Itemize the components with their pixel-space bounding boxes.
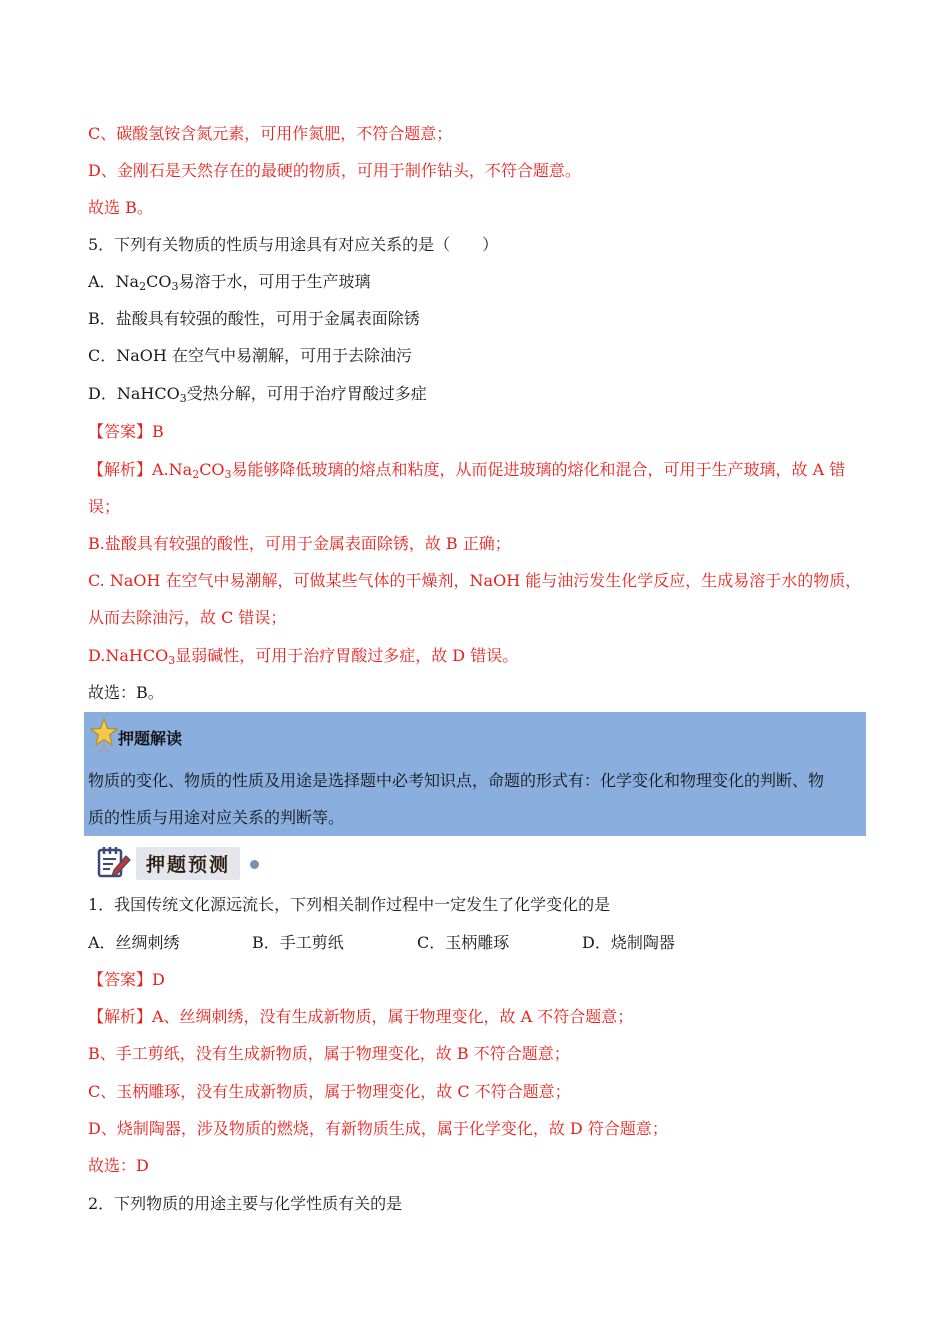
question-1-explanation-a: 【解析】A、丝绸刺绣，没有生成新物质，属于物理变化，故 A 不符合题意； <box>88 1007 634 1026</box>
question-5-option-d: D．NaHCO$_3$受热分解，可用于治疗胃酸过多症 <box>88 384 427 405</box>
question-1-option-d: D．烧制陶器 <box>582 933 675 952</box>
bullet-dot-icon <box>250 860 259 869</box>
interpretation-box <box>84 712 866 836</box>
question-1-option-b: B．手工剪纸 <box>252 933 344 952</box>
question-5-explanation-a: 【解析】$A.Na_2CO_3$易能够降低玻璃的熔点和粘度，从而促进玻璃的熔化和混合，可用于生产玻璃，故 A 错 <box>88 460 846 481</box>
prediction-label: 押题预测 <box>136 847 240 880</box>
question-5-option-c: C．NaOH 在空气中易潮解，可用于去除油污 <box>88 346 412 365</box>
question-5-explanation-a-wrap: 误； <box>88 497 121 516</box>
selection-line: 故选 B。 <box>88 198 153 217</box>
question-5-option-a: A．$Na_2CO_3$易溶于水，可用于生产玻璃 <box>88 272 371 293</box>
question-5-explanation-c-wrap: 从而去除油污，故 C 错误； <box>88 608 287 627</box>
question-5-explanation-d: D.NaHCO$_3$显弱碱性，可用于治疗胃酸过多症，故 D 错误。 <box>88 646 519 667</box>
question-1-answer: 【答案】D <box>88 970 165 989</box>
question-1-option-c: C．玉柄雕琢 <box>417 933 510 952</box>
question-1-explanation-b: B、手工剪纸，没有生成新物质，属于物理变化，故 B 不符合题意； <box>88 1044 570 1063</box>
question-5-stem: 5．下列有关物质的性质与用途具有对应关系的是（ ） <box>88 235 499 254</box>
interpretation-line-2: 质的性质与用途对应关系的判断等。 <box>88 808 345 827</box>
notepad-pencil-icon <box>96 844 132 880</box>
question-1-selection: 故选：D <box>88 1156 149 1175</box>
question-1-option-a: A．丝绸刺绣 <box>88 933 180 952</box>
question-1-explanation-d: D、烧制陶器，涉及物质的燃烧，有新物质生成，属于化学变化，故 D 符合题意； <box>88 1119 668 1138</box>
question-5-explanation-c: C. NaOH 在空气中易潮解，可做某些气体的干燥剂，NaOH 能与油污发生化学反应，生成易溶于水的物质， <box>88 571 862 590</box>
question-1-stem: 1．我国传统文化源远流长，下列相关制作过程中一定发生了化学变化的是 <box>88 895 611 914</box>
question-5-answer: 【答案】B <box>88 422 164 441</box>
question-5-selection: 故选：B。 <box>88 683 164 702</box>
explanation-line-d: D、金刚石是天然存在的最硬的物质，可用于制作钻头，不符合题意。 <box>88 161 581 180</box>
interpretation-line-1: 物质的变化、物质的性质及用途是选择题中必考知识点，命题的形式有：化学变化和物理变化的判断、物 <box>88 771 825 790</box>
question-5-option-b: B．盐酸具有较强的酸性，可用于金属表面除锈 <box>88 309 420 328</box>
question-5-explanation-b: B.盐酸具有较强的酸性，可用于金属表面除锈，故 B 正确； <box>88 534 511 553</box>
interpretation-title: 押题解读 <box>118 729 183 748</box>
explanation-line-c: C、碳酸氢铵含氮元素，可用作氮肥，不符合题意； <box>88 124 453 143</box>
prediction-header <box>96 844 266 880</box>
question-2-stem: 2．下列物质的用途主要与化学性质有关的是 <box>88 1194 403 1213</box>
star-icon <box>90 718 118 754</box>
question-1-explanation-c: C、玉柄雕琢，没有生成新物质，属于物理变化，故 C 不符合题意； <box>88 1082 571 1101</box>
